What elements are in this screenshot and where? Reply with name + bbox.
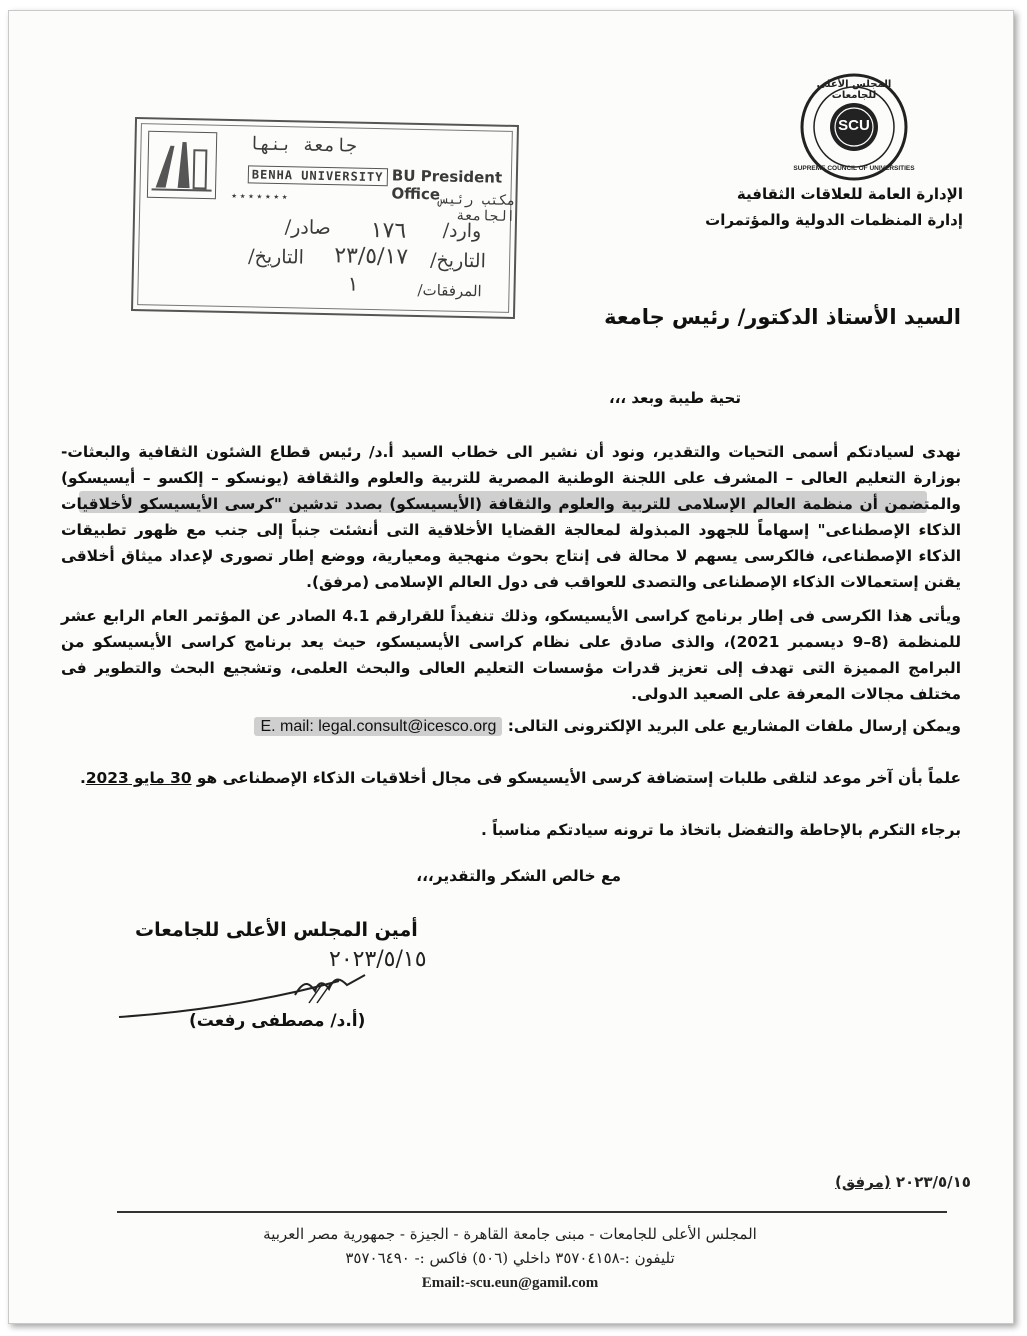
document-page: [8, 10, 1014, 1324]
email-intro: ويمكن إرسال ملفات المشاريع على البريد الإلكترونى التالى:: [507, 717, 961, 735]
closing-line: مع خالص الشكر والتقدير،،،: [416, 867, 621, 885]
stamp-date-value: ٢٣/٥/١٧: [333, 243, 409, 270]
benha-logo-icon: [143, 127, 221, 203]
letter-body: [29, 25, 991, 1309]
recipient: السيد الأستاذ الدكتور/ رئيس جامعة: [604, 305, 961, 329]
stamp-incoming-label: وارد/: [442, 219, 482, 243]
footer-phone: تليفون :-٣٥٧٠٤١٥٨ داخلي (٥٠٦) فاكس :- ٣٥٧٠٦٤٩٠: [345, 1249, 675, 1267]
reference-date: ٢٠٢٣/٥/١٥: [895, 1173, 971, 1191]
incoming-stamp: [131, 117, 519, 319]
stamp-university-en: BENHA UNIVERSITY: [248, 165, 388, 186]
reference-note: (مرفق): [835, 1173, 891, 1191]
stamp-date-label: التاريخ/: [247, 245, 305, 269]
paragraph-1: نهدى لسيادتكم أسمى التحيات والتقدير، ونود أن نشير الى خطاب السيد أ.د/ رئيس قطاع الشئون الثقافية والبعثات- بوزارة التعليم العالى – المشرف على اللجنة الوطنية المصرية للتربية والعلوم والثقافة (يونسكو – إلكسو – أيسيسكو) والمتضمن أن منظمة العالم الإسلامى للتربية والعلوم والثقافة (الأيسيسكو) بصدد تدشين "كرسى الأيسيسكو لأخلاقيات الذكاء الإصطناعى" إسهاماً للجهود المبذولة لمعالجة القضايا الأخلاقية التى أنشئت جنباً إلى جنب مع ظهور تطبيقات الذكاء الإصطناعى، فالكرسى يسهم لا محالة فى إنتاج بحوث منهجية ومعيارية، ووضع إطار تصورى لإعداد ميثاق أخلاقى يقنن إستعمالات الذكاء الإصطناعى والتصدى للعواقب فى دول العالم الإسلامى (مرفق).: [61, 443, 961, 591]
email-label: E. mail:: [260, 718, 314, 735]
stamp-university-ar: جامعة بنها: [248, 133, 358, 157]
paragraph-2: ويأتى هذا الكرسى فى إطار برنامج كراسى الأيسيسكو، وذلك تنفيذاً للقرارقم 4.1 الصادر عن المؤتمر العام الرابع عشر للمنظمة (8–9 ديسمبر 2021)، والذى صادق على نظام كراسى الأيسيسكو، حيث يعد برنامج كراسى الأيسيسكو من البرامج المميزة التى تهدف إلى تعزيز قدرات مؤسسات التعليم العالى والبحث العلمى، وتشجيع البحث والتطوير فى مختلف مجالات المعرفة على الصعيد الدولى.: [61, 607, 961, 703]
logo-initials: SCU: [838, 117, 870, 134]
footer-address: المجلس الأعلى للجامعات - مبنى جامعة القاهرة - الجيزة - جمهورية مصر العربية: [263, 1225, 757, 1243]
footer-divider: [117, 1211, 947, 1213]
footer-email[interactable]: Email:-scu.eun@gamil.com: [421, 1275, 599, 1291]
signature-date: ٢٠٢٣/٥/١٥: [329, 947, 427, 972]
email-value: [254, 717, 502, 736]
stamp-office-en: BU President Office: [391, 166, 503, 204]
logo-arabic-text: المجلس الأعلى للجامعات: [816, 79, 892, 101]
stamp-outgoing-label: صادر/: [284, 216, 331, 240]
signature-title: أمين المجلس الأعلى للجامعات: [135, 919, 418, 941]
department-2: إدارة المنظمات الدولية والمؤتمرات: [705, 211, 963, 229]
greeting: تحية طيبة وبعد ،،،: [609, 389, 741, 407]
deadline-date: 30 مايو 2023: [85, 769, 192, 787]
stamp-date-label-2: التاريخ/: [429, 249, 487, 273]
email-address[interactable]: legal.consult@icesco.org: [318, 718, 497, 735]
scu-logo: [789, 65, 919, 195]
signatory-name: (أ.د/ مصطفى رفعت): [189, 1011, 366, 1031]
stamp-attachments-label: المرفقات/: [417, 280, 482, 301]
email-line: [254, 717, 961, 736]
stamp-stars: ★★★★★★★: [231, 191, 291, 203]
reference-line: [835, 1173, 971, 1191]
stamp-number: ١٧٦: [370, 217, 407, 244]
department-1: الإدارة العامة للعلاقات الثقافية: [736, 185, 963, 203]
deadline-line: علماً بأن آخر موعد لتلقى طلبات إستضافة كرسى الأيسيسكو فى مجال أخلاقيات الذكاء الإصطناعى هو 30 مايو 2023.: [79, 769, 961, 787]
request-line: برجاء التكرم بالإحاطة والتفضل باتخاذ ما ترونه سيادتكم مناسباً .: [480, 821, 961, 839]
deadline-text: علماً بأن آخر موعد لتلقى طلبات إستضافة كرسى الأيسيسكو فى مجال أخلاقيات الذكاء الإصطناعى هو: [196, 769, 961, 787]
stamp-office-ar: مكتب رئيس الجامعة: [439, 191, 516, 225]
stamp-attachments-value: ١: [347, 271, 359, 296]
logo-english-text: SUPREME COUNCIL OF UNIVERSITIES: [793, 165, 915, 172]
